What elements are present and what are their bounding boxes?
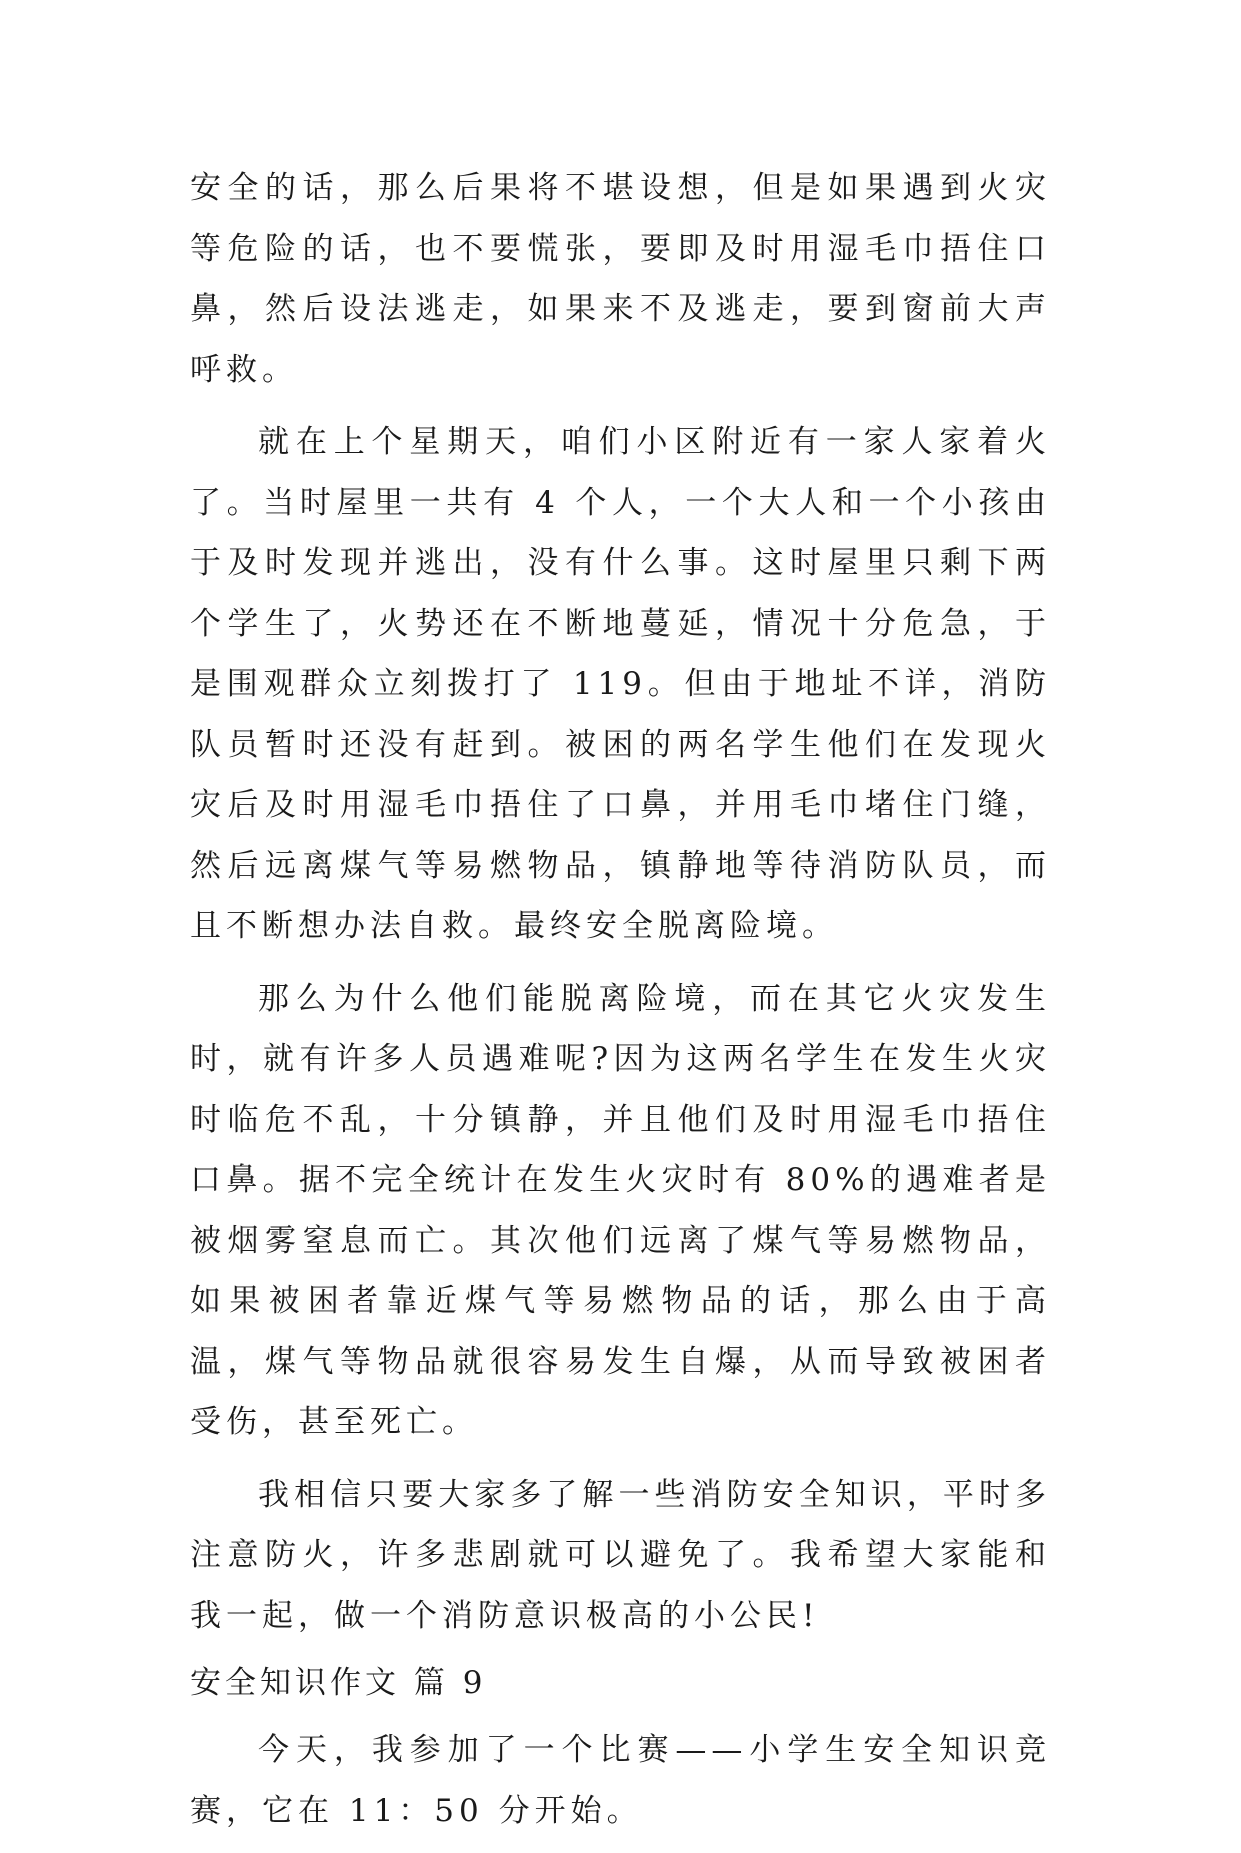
paragraph: 那么为什么他们能脱离险境，而在其它火灾发生时，就有许多人员遇难呢?因为这两名学生在发生火灾时临危不乱，十分镇静，并且他们及时用湿毛巾捂住口鼻。据不完全统计在发生火灾时有 80%的遇难者是被烟雾窒息而亡。其次他们远离了煤气等易燃物品，如果被困者靠近煤气等易燃物品的话，那么由于高温，煤气等物品就很容易发生自爆，从而导致被困者受伤，甚至死亡。 [190,980,1051,1440]
paragraph: 就在上个星期天，咱们小区附近有一家人家着火了。当时屋里一共有 4 个人，一个大人和一个小孩由于及时发现并逃出，没有什么事。这时屋里只剩下两个学生了，火势还在不断地蔓延，情况十分危急，于是围观群众立刻拨打了 119。但由于地址不详，消防队员暂时还没有赶到。被困的两名学生他们在发现火灾后及时用湿毛巾捂住了口鼻，并用毛巾堵住门缝，然后远离煤气等易燃物品，镇静地等待消防队员，而且不断想办法自救。最终安全脱离险境。 [190,424,1051,944]
paragraph: 我相信只要大家多了解一些消防安全知识，平时多注意防火，许多悲剧就可以避免了。我希望大家能和我一起，做一个消防意识极高的小公民! [190,1476,1051,1634]
section-heading: 安全知识作文 篇 9 [190,1665,487,1701]
paragraph-continuation: 安全的话，那么后果将不堪设想，但是如果遇到火灾等危险的话，也不要慌张，要即及时用湿毛巾捂住口鼻，然后设法逃走，如果来不及逃走，要到窗前大声呼救。 [190,170,1051,388]
document-body [190,158,1051,1853]
paragraph: 今天，我参加了一个比赛——小学生安全知识竞赛，它在 11：50 分开始。 [190,1732,1051,1829]
